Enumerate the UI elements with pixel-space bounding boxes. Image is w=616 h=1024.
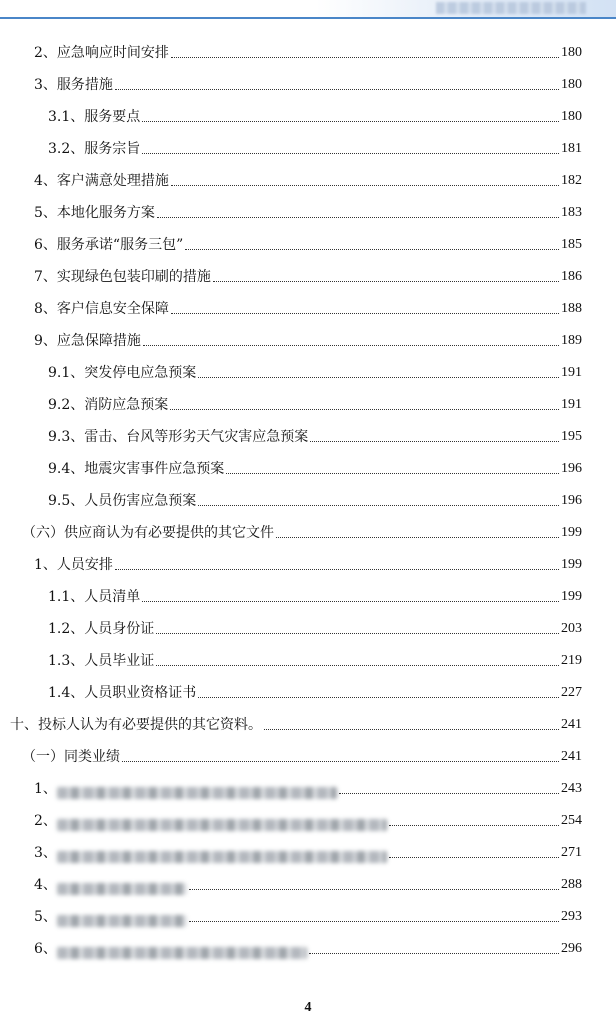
toc-entry[interactable] (34, 331, 582, 351)
toc-entry-page: 243 (561, 781, 582, 796)
toc-entry-title: 9.1、突发停电应急预案 (48, 365, 197, 381)
dot-leader (171, 184, 559, 186)
toc-entry[interactable] (34, 171, 582, 191)
toc-entry[interactable] (48, 139, 582, 159)
toc-entry-page: 181 (561, 141, 582, 156)
toc-entry-title: 9.3、雷击、台风等形劣天气灾害应急预案 (48, 429, 309, 445)
toc-entry[interactable] (10, 715, 582, 735)
toc-entry-title: 1、 (34, 781, 57, 797)
toc-entry-title: （一）同类业绩 (22, 749, 120, 765)
dot-leader (171, 312, 559, 314)
header-band (0, 0, 616, 22)
toc-entry-title: （六）供应商认为有必要提供的其它文件 (22, 525, 274, 541)
toc-entry-page: 196 (561, 461, 582, 476)
toc-entry-page: 180 (561, 77, 582, 92)
toc-entry-title: 5、本地化服务方案 (34, 205, 155, 221)
toc-entry-page: 180 (561, 109, 582, 124)
toc-entry-title: 1.4、人员职业资格证书 (48, 685, 197, 701)
dot-leader (276, 536, 559, 538)
toc-entry-page: 241 (561, 717, 582, 732)
dot-leader (310, 440, 559, 442)
toc-entry-title: 9.2、消防应急预案 (48, 397, 169, 413)
toc-entry[interactable] (48, 491, 582, 511)
toc-entry[interactable] (48, 651, 582, 671)
toc-entry-title: 1.2、人员身份证 (48, 621, 155, 637)
toc-entry-page: 188 (561, 301, 582, 316)
toc-entry[interactable] (34, 299, 582, 319)
dot-leader (142, 152, 559, 154)
dot-leader (170, 408, 559, 410)
dot-leader (171, 56, 559, 58)
toc-entry[interactable] (34, 75, 582, 95)
dot-leader (122, 760, 559, 762)
toc-entry-page: 182 (561, 173, 582, 188)
toc-entry-page: 189 (561, 333, 582, 348)
dot-leader (198, 376, 559, 378)
toc-entry-title: 3、 (34, 845, 57, 861)
toc-entry-title: 4、 (34, 877, 57, 893)
dot-leader (389, 856, 559, 858)
dot-leader (142, 600, 559, 602)
dot-leader (142, 120, 559, 122)
toc-entry-title: 3.2、服务宗旨 (48, 141, 141, 157)
dot-leader (389, 824, 559, 826)
dot-leader (339, 792, 559, 794)
toc-entry-title: 4、客户满意处理措施 (34, 173, 169, 189)
toc-entry-page: 288 (561, 877, 582, 892)
dot-leader (309, 952, 559, 954)
page-number: 4 (304, 1000, 312, 1015)
dot-leader (157, 216, 559, 218)
dot-leader (198, 696, 559, 698)
toc-entry[interactable] (34, 267, 582, 287)
toc-entry-page: 199 (561, 557, 582, 572)
toc-entry-page: 186 (561, 269, 582, 284)
redacted-title (57, 819, 387, 831)
toc-entry[interactable] (34, 779, 582, 799)
toc-entry-title: 6、 (34, 941, 57, 957)
toc-entry-page: 185 (561, 237, 582, 252)
dot-leader (264, 728, 559, 730)
dot-leader (115, 88, 559, 90)
toc-entry-page: 199 (561, 525, 582, 540)
toc-entry-page: 183 (561, 205, 582, 220)
toc-entry-title: 9.4、地震灾害事件应急预案 (48, 461, 225, 477)
toc-entry-title: 十、投标人认为有必要提供的其它资料。 (10, 717, 262, 733)
toc-entry-title: 3、服务措施 (34, 77, 113, 93)
toc-entry[interactable] (34, 203, 582, 223)
toc-entry-page: 227 (561, 685, 582, 700)
toc-entry[interactable] (48, 459, 582, 479)
toc-entry[interactable] (34, 811, 582, 831)
blurred-header-logo (436, 2, 586, 14)
toc-entry-page: 196 (561, 493, 582, 508)
dot-leader (198, 504, 559, 506)
toc-entry[interactable] (48, 427, 582, 447)
toc-entry-page: 199 (561, 589, 582, 604)
toc-entry-title: 2、 (34, 813, 57, 829)
toc-entry-page: 191 (561, 397, 582, 412)
toc-entry[interactable] (22, 523, 582, 543)
dot-leader (226, 472, 559, 474)
dot-leader (115, 568, 559, 570)
toc-entry-title: 6、服务承诺“服务三包” (34, 237, 184, 253)
toc-entry-title: 1.3、人员毕业证 (48, 653, 155, 669)
toc-entry-page: 296 (561, 941, 582, 956)
redacted-title (57, 915, 187, 927)
dot-leader (185, 248, 559, 250)
toc-entry[interactable] (48, 395, 582, 415)
redacted-title (57, 947, 307, 959)
toc-entry-page: 271 (561, 845, 582, 860)
dot-leader (156, 664, 559, 666)
toc-entry-title: 1、人员安排 (34, 557, 113, 573)
toc-entry[interactable] (34, 939, 582, 959)
toc-entry[interactable] (48, 587, 582, 607)
dot-leader (143, 344, 559, 346)
toc-entry[interactable] (48, 363, 582, 383)
toc-entry[interactable] (34, 843, 582, 863)
redacted-title (57, 787, 337, 799)
toc-entry[interactable] (34, 555, 582, 575)
toc-entry-title: 9、应急保障措施 (34, 333, 141, 349)
toc-entry[interactable] (48, 107, 582, 127)
toc-entry-title: 9.5、人员伤害应急预案 (48, 493, 197, 509)
toc-entry-page: 219 (561, 653, 582, 668)
toc-entry-title: 7、实现绿色包装印刷的措施 (34, 269, 211, 285)
toc-entry[interactable] (48, 683, 582, 703)
toc-entry[interactable] (34, 43, 582, 63)
toc-entry-page: 254 (561, 813, 582, 828)
toc-entry[interactable] (48, 619, 582, 639)
toc-entry-page: 241 (561, 749, 582, 764)
header-rule (0, 17, 616, 19)
dot-leader (189, 888, 559, 890)
toc-entry[interactable] (34, 907, 582, 927)
toc-entry-page: 293 (561, 909, 582, 924)
redacted-title (57, 883, 187, 895)
toc-entry[interactable] (34, 875, 582, 895)
toc-entry-page: 203 (561, 621, 582, 636)
toc-entry-title: 2、应急响应时间安排 (34, 45, 169, 61)
toc-entry-page: 195 (561, 429, 582, 444)
toc-entry[interactable] (22, 747, 582, 767)
dot-leader (156, 632, 559, 634)
dot-leader (189, 920, 559, 922)
toc-entry-page: 180 (561, 45, 582, 60)
toc-entry-title: 5、 (34, 909, 57, 925)
toc-entry-title: 3.1、服务要点 (48, 109, 141, 125)
toc-entry[interactable] (34, 235, 582, 255)
dot-leader (213, 280, 559, 282)
toc-entry-title: 8、客户信息安全保障 (34, 301, 169, 317)
redacted-title (57, 851, 387, 863)
toc-entry-title: 1.1、人员清单 (48, 589, 141, 605)
toc-entry-page: 191 (561, 365, 582, 380)
